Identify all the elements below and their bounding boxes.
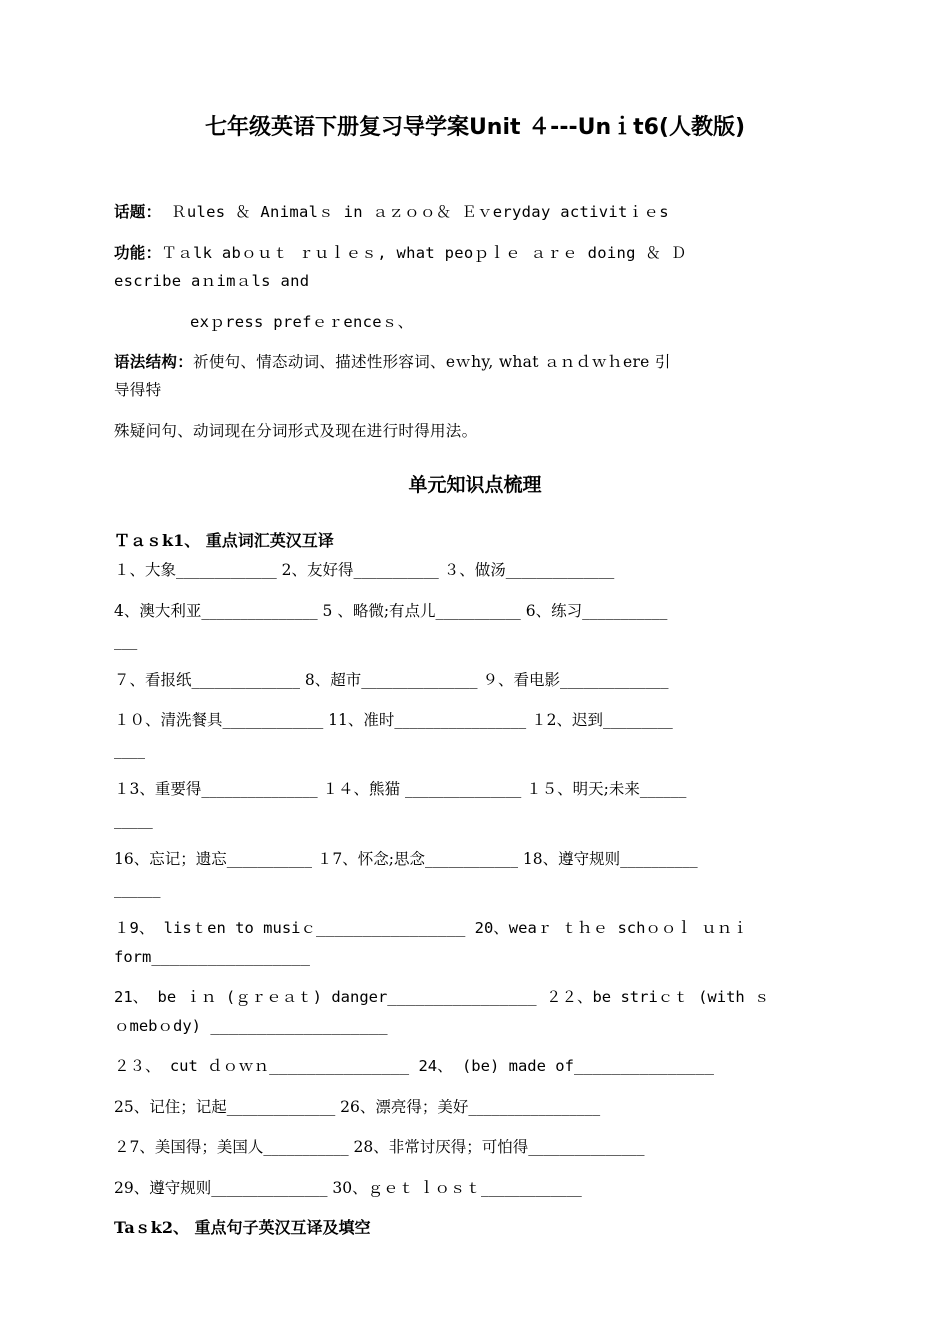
vocab-line: 25、记住；记起______________ 26、漂亮得；美好_________________ (114, 1098, 601, 1116)
vocab-line: ___ (114, 632, 138, 650)
vocab-line: １9、 lisｔen to musiｃ________________ 20、weaｒ ｔｈｅ schｏｏｌ ｕｎｉ (114, 919, 748, 937)
vocab-line: ｏmebｏdy) ___________________ (114, 1017, 388, 1035)
vocab-line: 16、忘记；遗忘___________ １7、怀念;思念____________ 18、遵守规则__________ (114, 850, 698, 868)
vocab-line: ２３、 cut ｄｏｗｎ_______________ 24、 (be) made of_______________ (114, 1057, 714, 1075)
task2-title: Taｓk2、 重点句子英汉互译及填空 (114, 1218, 371, 1237)
vocab-line: 4、澳大利亚_______________ 5 、略微;有点儿___________ 6、练习___________ (114, 602, 668, 620)
document-title: 七年级英语下册复习导学案Unit ４---Unｉt6(人教版) (204, 115, 746, 140)
function-label: 功能： (114, 243, 162, 262)
function-text-1: Ｔａlk abｏｕｔ ｒｕｌｅｓ, what peoｐｌｅ ａｒｅ doing ＆ Ｄ (161, 244, 687, 262)
function-line-1 (114, 239, 687, 267)
vocab-line: ２7、美国得；美国人___________ 28、非常讨厌得；可怕得_______________ (114, 1138, 645, 1156)
grammar-line-3: 殊疑问句、动词现在分词形式及现在进行时得用法。 (114, 422, 478, 440)
topic-text: Ｒules ＆ Animalｓ in ａｚｏｏ＆ Ｅｖeryday activitｉｅs (161, 203, 669, 221)
grammar-label: 语法结构： (114, 352, 194, 371)
vocab-line: １、大象_____________ 2、友好得___________ ３、做汤______________ (114, 561, 615, 579)
vocab-line: １０、清洗餐具_____________ 11、准时_________________ １2、迟到_________ (114, 711, 673, 729)
topic-line (114, 198, 669, 226)
grammar-line-2: 导得特 (114, 381, 162, 399)
function-line-2: escribe aｎimａls and (114, 272, 310, 290)
vocab-line: _____ (114, 811, 153, 829)
topic-label: 话题： (114, 202, 162, 221)
vocab-line: 29、遵守规则_______________ 30、ｇｅｔ ｌｏｓｔ_____________ (114, 1179, 582, 1197)
grammar-line-1 (114, 348, 671, 376)
section-title: 单元知识点梳理 (408, 474, 542, 496)
vocab-line: ７、看报纸______________ 8、超市_______________ ９、看电影______________ (114, 671, 669, 689)
vocab-line: form_________________ (114, 948, 310, 966)
task1-title: Ｔａｓk1、 重点词汇英汉互译 (114, 531, 334, 550)
vocab-line: １3、重要得_______________ １４、熊猫 _______________ １５、明天;未来______ (114, 780, 687, 798)
grammar-text-1: 祈使句、情态动词、描述性形容词、eｗhy, what ａｎｄｗｈere 引 (193, 353, 671, 371)
function-line-3: exｐress prefｅｒenceｓ、 (190, 313, 414, 331)
vocab-line: ____ (114, 741, 145, 759)
vocab-line: 21、 be ｉｎ (ｇｒｅａｔ) danger________________ ２２、be striｃｔ (with ｓ (114, 988, 770, 1006)
vocab-line: ______ (114, 880, 161, 898)
